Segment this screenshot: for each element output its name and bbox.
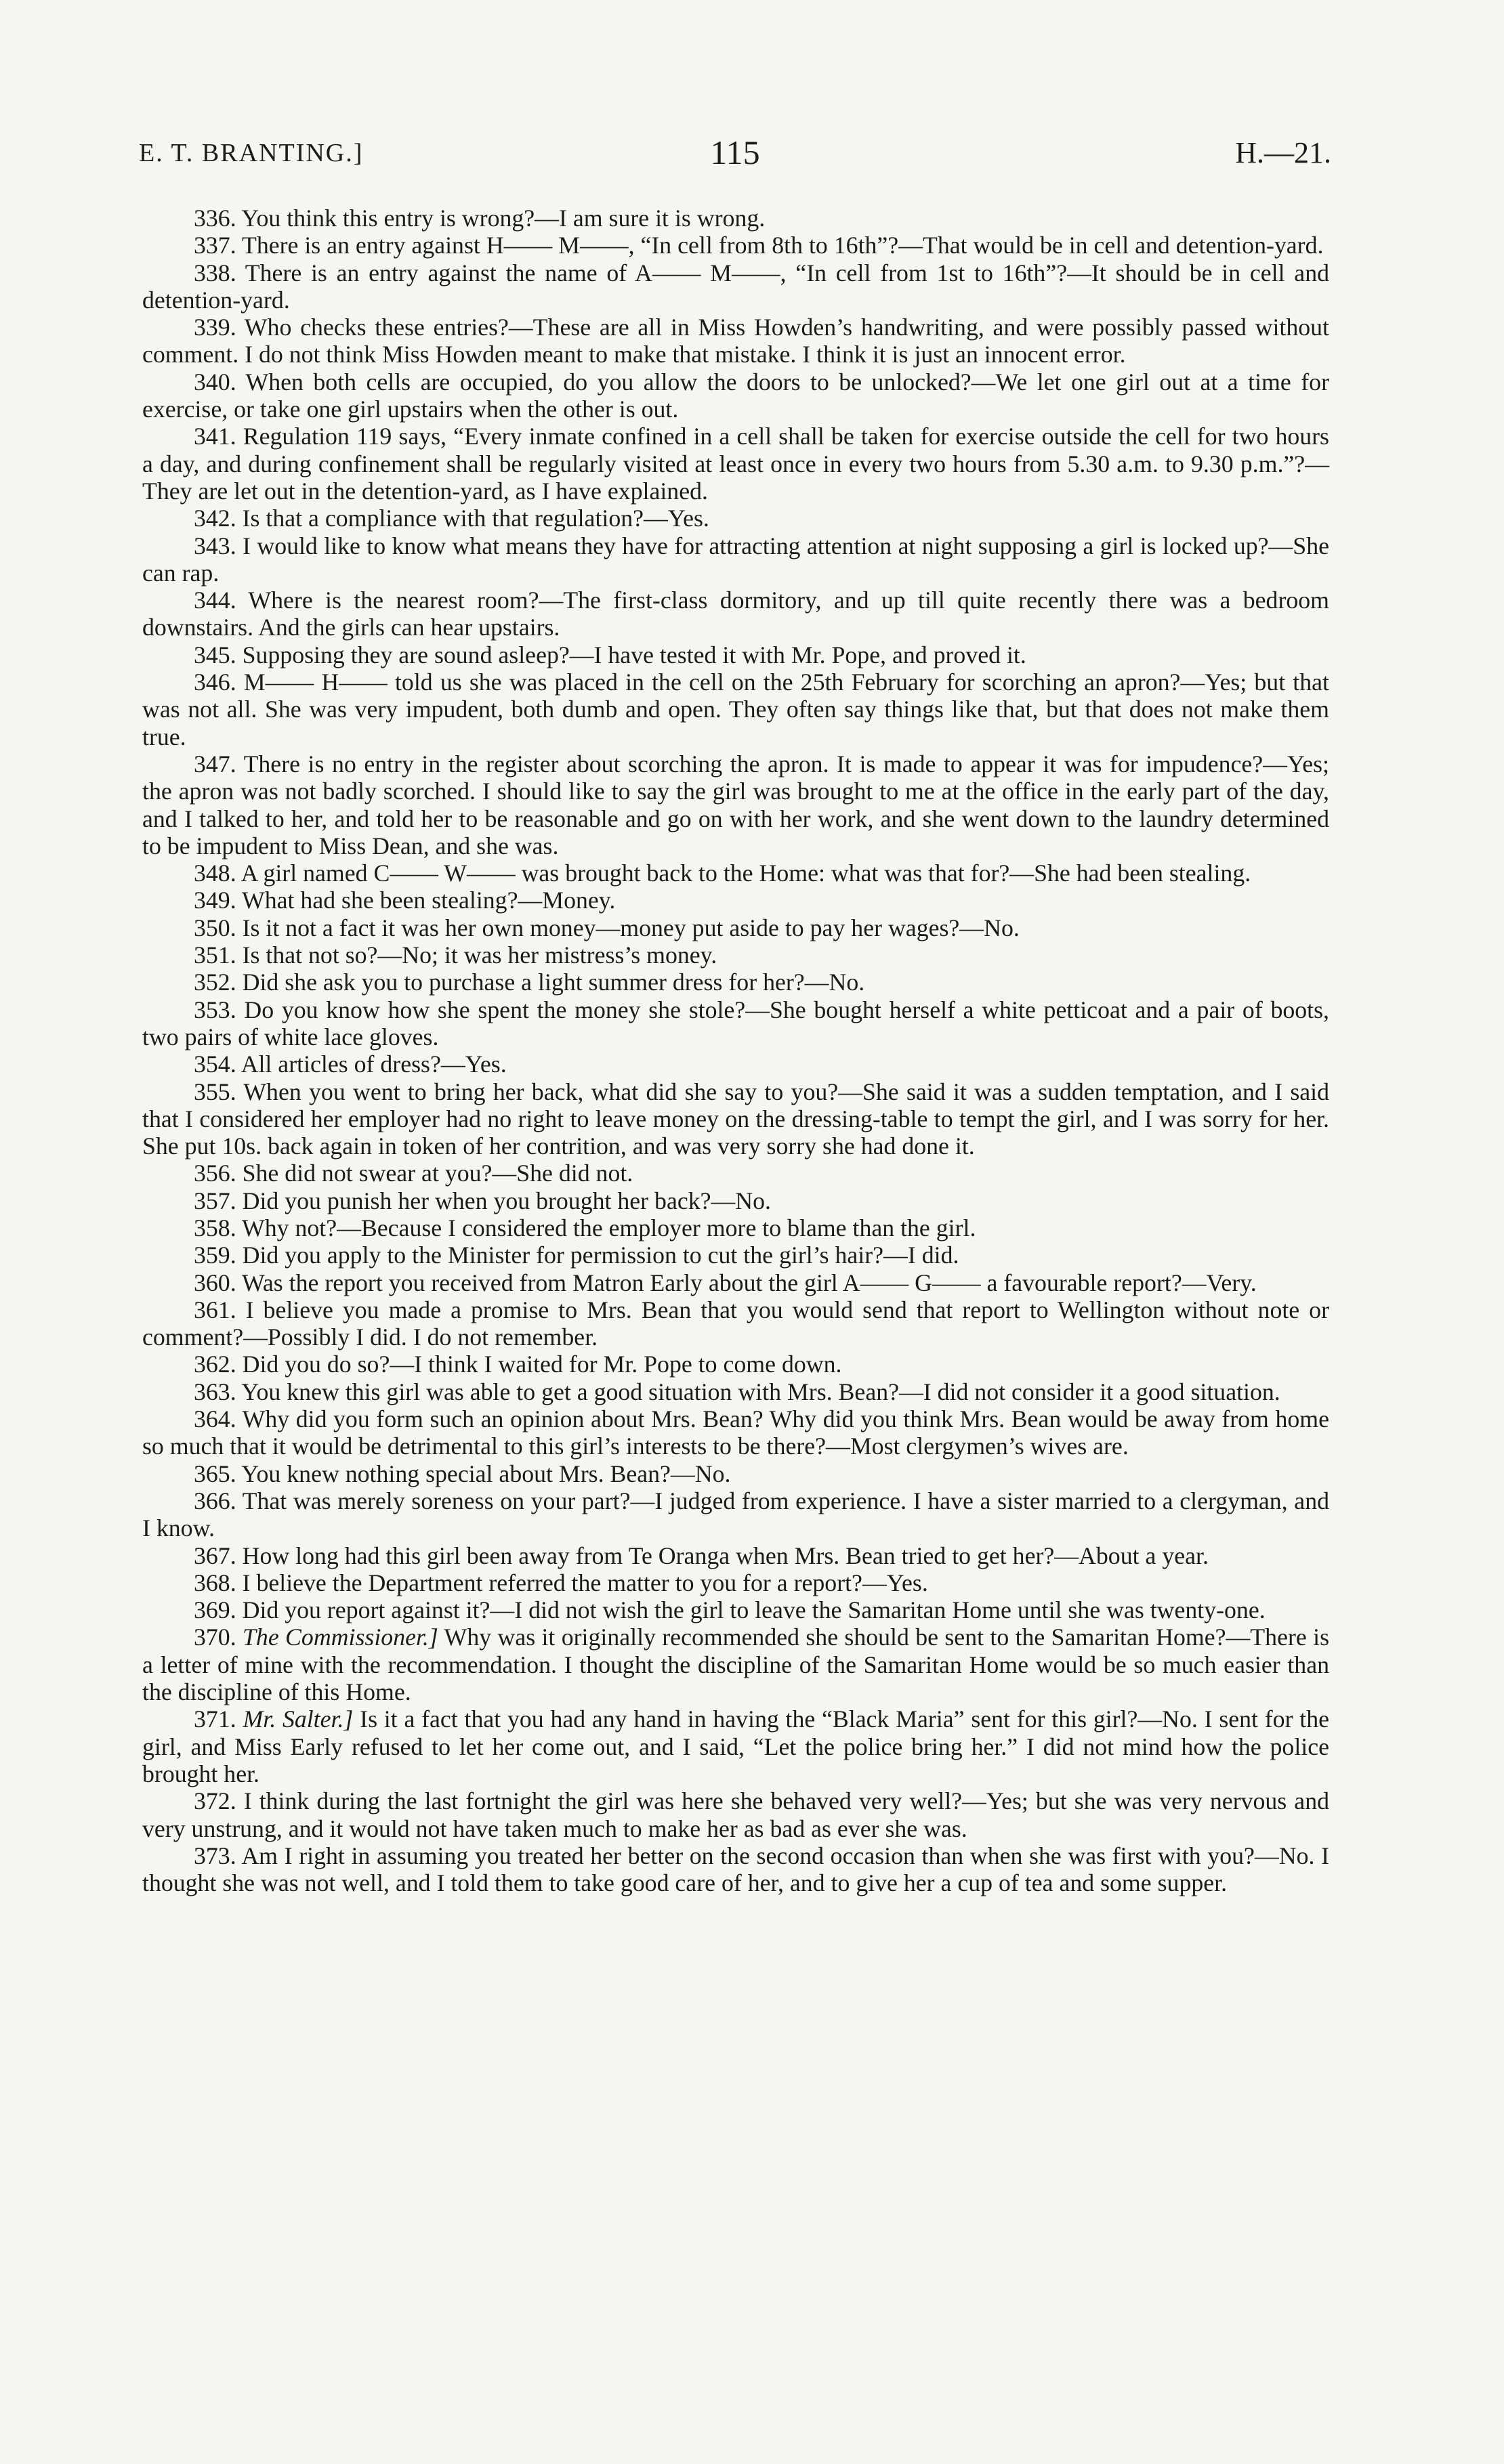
testimony-body [142, 205, 1329, 1896]
paragraph: 355. When you went to bring her back, what did she say to you?—She said it was a sudden temptation, and I said that I considered her employer had no right to leave money on the dressing-table to tempt the girl, and I was sorry for her. She put 10s. back again in token of her contrition, and was very sorry she had done it. [142, 1078, 1329, 1160]
paragraph: 360. Was the report you received from Matron Early about the girl A—— G—— a favourable report?—Very. [194, 1269, 1257, 1296]
paragraph: 345. Supposing they are sound asleep?—I have tested it with Mr. Pope, and proved it. [194, 641, 1026, 668]
paragraph: 365. You knew nothing special about Mrs. Bean?—No. [194, 1460, 731, 1487]
paragraph: 356. She did not swear at you?—She did not. [194, 1160, 633, 1187]
paragraph: 337. There is an entry against H—— M——, “In cell from 8th to 16th”?—That would be in cell and detention-yard. [194, 232, 1324, 259]
paragraph: 343. I would like to know what means they have for attracting attention at night supposing a girl is locked up?—She can rap. [142, 532, 1329, 587]
page-header [139, 133, 1331, 173]
page-number: 115 [710, 133, 760, 171]
paragraph: 352. Did she ask you to purchase a light summer dress for her?—No. [194, 969, 865, 996]
paragraph: 350. Is it not a fact it was her own money—money put aside to pay her wages?—No. [194, 914, 1020, 941]
paragraph: 353. Do you know how she spent the money she stole?—She bought herself a white petticoat and a pair of boots, two pairs of white lace gloves. [142, 996, 1329, 1050]
paragraph: 341. Regulation 119 says, “Every inmate confined in a cell shall be taken for exercise outside the cell for two hours a day, and during confinement shall be regularly visited at least once in every two hours from 5.30 a.m. to 9.30 p.m.”?—They are let out in the detention-yard, as I have explained. [142, 423, 1329, 505]
speaker-label: Mr. Salter.] [243, 1705, 354, 1733]
witness-name: E. T. BRANTING.] [139, 139, 364, 167]
paragraph: 369. Did you report against it?—I did not wish the girl to leave the Samaritan Home until she was twenty-one. [194, 1596, 1266, 1624]
paragraph: 366. That was merely soreness on your part?—I judged from experience. I have a sister married to a clergyman, and I know. [142, 1487, 1329, 1542]
paragraph: 361. I believe you made a promise to Mrs. Bean that you would send that report to Wellington without note or comment?—Possibly I did. I do not remember. [142, 1296, 1329, 1351]
paragraph: 373. Am I right in assuming you treated her better on the second occasion than when she was first with you?—No. I thought she was not well, and I told them to take good care of her, and to give her a cup of tea and some supper. [142, 1842, 1329, 1897]
paragraph: 339. Who checks these entries?—These are all in Miss Howden’s handwriting, and were possibly passed without comment. I do not think Miss Howden meant to make that mistake. I think it is just an innocent error. [142, 314, 1329, 368]
paragraph: 357. Did you punish her when you brought her back?—No. [194, 1187, 772, 1214]
paragraph: 362. Did you do so?—I think I waited for Mr. Pope to come down. [194, 1351, 842, 1378]
paragraph [142, 1623, 1329, 1705]
paragraph: 367. How long had this girl been away from Te Oranga when Mrs. Bean tried to get her?—About a year. [194, 1542, 1209, 1569]
paragraph-text: Why was it originally recommended she should be sent to the Samaritan Home?—There is a letter of mine with the recommendation. I thought the discipline of the Samaritan Home would be so much easier than the discipline of this Home. [142, 1623, 1329, 1706]
paragraph-text: Is it a fact that you had any hand in having the “Black Maria” sent for this girl?—No. I sent for the girl, and Miss Early refused to let her come out, and I said, “Let the police bring her.” I did not mind how the police brought her. [142, 1705, 1330, 1787]
paragraph: 351. Is that not so?—No; it was her mistress’s money. [194, 941, 717, 969]
paragraph: 346. M—— H—— told us she was placed in the cell on the 25th February for scorching an apron?—Yes; but that was not all. She was very impudent, both dumb and open. They often say things like that, but that does not make them true. [142, 668, 1329, 750]
paragraph: 358. Why not?—Because I considered the employer more to blame than the girl. [194, 1214, 976, 1241]
paragraph: 364. Why did you form such an opinion about Mrs. Bean? Why did you think Mrs. Bean would be away from home so much that it would be detrimental to this girl’s interests to be there?—Most clergymen’s wives are. [142, 1405, 1329, 1460]
paragraph: 354. All articles of dress?—Yes. [194, 1050, 507, 1078]
paragraph: 372. I think during the last fortnight the girl was here she behaved very well?—Yes; but she was very nervous and very unstrung, and it would not have taken much to make her as bad as ever she was. [142, 1787, 1329, 1842]
speaker-label: The Commissioner.] [243, 1623, 438, 1651]
paragraph: 342. Is that a compliance with that regulation?—Yes. [194, 505, 709, 532]
paragraph: 349. What had she been stealing?—Money. [194, 887, 616, 914]
paragraph: 363. You knew this girl was able to get a good situation with Mrs. Bean?—I did not consider it a good situation. [194, 1378, 1280, 1405]
paragraph: 340. When both cells are occupied, do you allow the doors to be unlocked?—We let one girl out at a time for exercise, or take one girl upstairs when the other is out. [142, 368, 1329, 423]
paragraph: 336. You think this entry is wrong?—I am sure it is wrong. [194, 205, 766, 232]
paragraph [142, 1705, 1329, 1787]
paragraph: 359. Did you apply to the Minister for permission to cut the girl’s hair?—I did. [194, 1241, 959, 1269]
paragraph: 344. Where is the nearest room?—The first-class dormitory, and up till quite recently there was a bedroom downstairs. And the girls can hear upstairs. [142, 587, 1329, 641]
paper-reference: H.—21. [1235, 136, 1331, 169]
paragraph: 348. A girl named C—— W—— was brought back to the Home: what was that for?—She had been stealing. [194, 859, 1251, 887]
question-number: 370. [194, 1623, 236, 1651]
question-number: 371. [194, 1705, 236, 1733]
paragraph: 368. I believe the Department referred the matter to you for a report?—Yes. [194, 1569, 928, 1596]
paragraph: 347. There is no entry in the register about scorching the apron. It is made to appear it was for impudence?—Yes; the apron was not badly scorched. I should like to say the girl was brought to me at the office in the early part of the day, and I talked to her, and told her to be reasonable and go on with her work, and she went down to the laundry determined to be impudent to Miss Dean, and she was. [142, 750, 1329, 859]
paragraph: 338. There is an entry against the name of A—— M——, “In cell from 1st to 16th”?—It should be in cell and detention-yard. [142, 259, 1329, 314]
